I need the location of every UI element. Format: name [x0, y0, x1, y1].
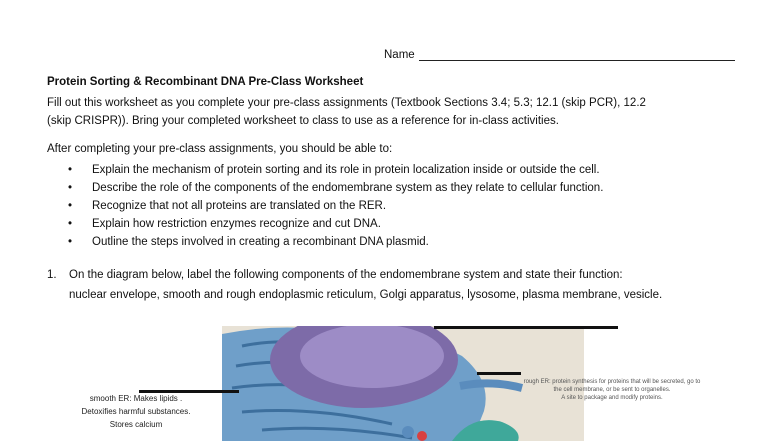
rough-er-line-2: the cell membrane, or be sent to organelles. [553, 387, 671, 393]
question-number: 1. [47, 269, 57, 281]
vesicle-arrow-marker [417, 431, 427, 441]
objective-item [68, 233, 603, 251]
rough-er-line-1: rough ER: protein synthesis for proteins that will be secreted, go to [523, 379, 701, 385]
objectives-heading: After completing your pre-class assignments, you should be able to: [47, 143, 393, 155]
objective-text: Recognize that not all proteins are translated on the RER. [92, 200, 387, 212]
objective-text: Explain the mechanism of protein sorting and its role in protein localization inside or outside the cell. [92, 164, 600, 176]
rough-er-label [497, 378, 727, 402]
smooth-er-line-3: Stores calcium [109, 420, 163, 429]
objective-item [68, 161, 603, 179]
transport-vesicle [402, 426, 414, 438]
objective-text: Explain how restriction enzymes recognize and cut DNA. [92, 218, 381, 230]
objective-item [68, 215, 603, 233]
smooth-er-line-1: smooth ER: Makes lipids . [89, 394, 183, 403]
bullet-icon: • [68, 236, 73, 248]
objective-item [68, 197, 603, 215]
nucleolus-region [300, 326, 444, 388]
name-field[interactable] [384, 49, 735, 61]
bullet-icon: • [68, 218, 73, 230]
worksheet-intro [47, 94, 747, 130]
answer-line-rough-er[interactable] [477, 372, 521, 375]
intro-line-1: Fill out this worksheet as you complete your pre-class assignments (Textbook Sections 3.4; 5.3; 12.1 (skip PCR), 12.2 [47, 97, 646, 109]
answer-line-nuclear-envelope[interactable] [434, 326, 618, 329]
question-line-1: On the diagram below, label the following components of the endomembrane system and state their function: [69, 269, 623, 281]
objective-text: Describe the role of the components of the endomembrane system as they relate to cellular function. [92, 182, 604, 194]
smooth-er-label [66, 392, 206, 431]
bullet-icon: • [68, 200, 73, 212]
rough-er-line-3: A site to package and modify proteins. [561, 395, 663, 401]
objective-text: Outline the steps involved in creating a recombinant DNA plasmid. [92, 236, 429, 248]
smooth-er-line-2: Detoxifies harmful substances. [81, 407, 191, 416]
intro-line-2: (skip CRISPR)). Bring your completed worksheet to class to use as a reference for in-class activities. [47, 115, 559, 127]
worksheet-title: Protein Sorting & Recombinant DNA Pre-Class Worksheet [47, 76, 364, 88]
question-text [69, 265, 759, 305]
name-label: Name [384, 49, 415, 61]
objective-item [68, 179, 603, 197]
bullet-icon: • [68, 182, 73, 194]
name-blank-line[interactable] [419, 49, 735, 61]
question-1 [47, 265, 759, 305]
objectives-list [68, 161, 603, 251]
question-line-2: nuclear envelope, smooth and rough endoplasmic reticulum, Golgi apparatus, lysosome, plasma membrane, vesicle. [69, 289, 663, 301]
bullet-icon: • [68, 164, 73, 176]
